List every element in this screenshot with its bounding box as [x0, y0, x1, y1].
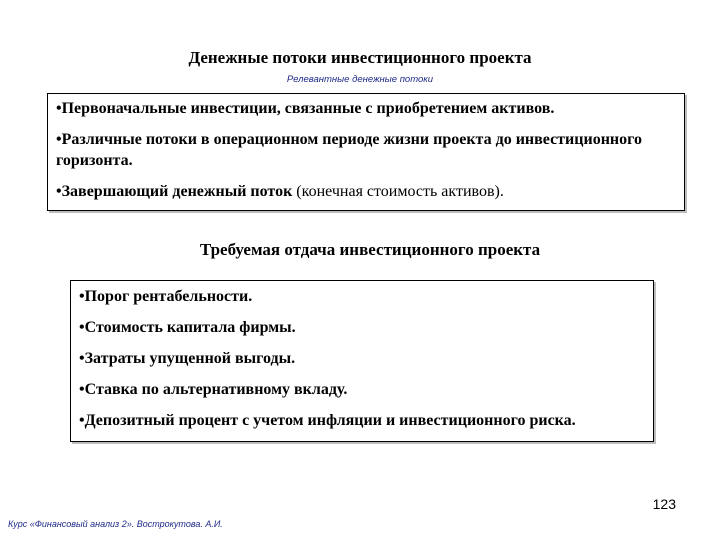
- footer-credit: Курс «Финансовый анализ 2». Вострокутова. А.И.: [8, 519, 223, 529]
- slide-title: Денежные потоки инвестиционного проекта: [188, 48, 532, 67]
- required-return-heading: Требуемая отдача инвестиционного проекта: [199, 240, 541, 259]
- page-number: 123: [652, 496, 676, 512]
- cash-flow-item-bold: •Завершающий денежный поток: [56, 183, 293, 200]
- cash-flow-item-regular: (конечная стоимость активов).: [292, 183, 504, 200]
- cash-flow-item: [56, 181, 676, 202]
- required-return-box: [70, 280, 654, 442]
- required-return-item: •Затраты упущенной выгоды.: [79, 350, 296, 367]
- slide-subtitle: Релевантные денежные потоки: [286, 74, 434, 85]
- required-return-item: •Порог рентабельности.: [79, 288, 253, 305]
- required-return-item: •Ставка по альтернативному вкладу.: [79, 381, 348, 398]
- required-return-item: •Стоимость капитала фирмы.: [79, 319, 296, 336]
- cash-flow-item: •Первоначальные инвестиции, связанные с приобретением активов.: [56, 100, 555, 117]
- cash-flows-box: [47, 93, 685, 211]
- cash-flow-item: •Различные потоки в операционном периоде жизни проекта до инвестиционного горизонта.: [56, 131, 642, 169]
- required-return-item: •Депозитный процент с учетом инфляции и инвестиционного риска.: [79, 412, 576, 429]
